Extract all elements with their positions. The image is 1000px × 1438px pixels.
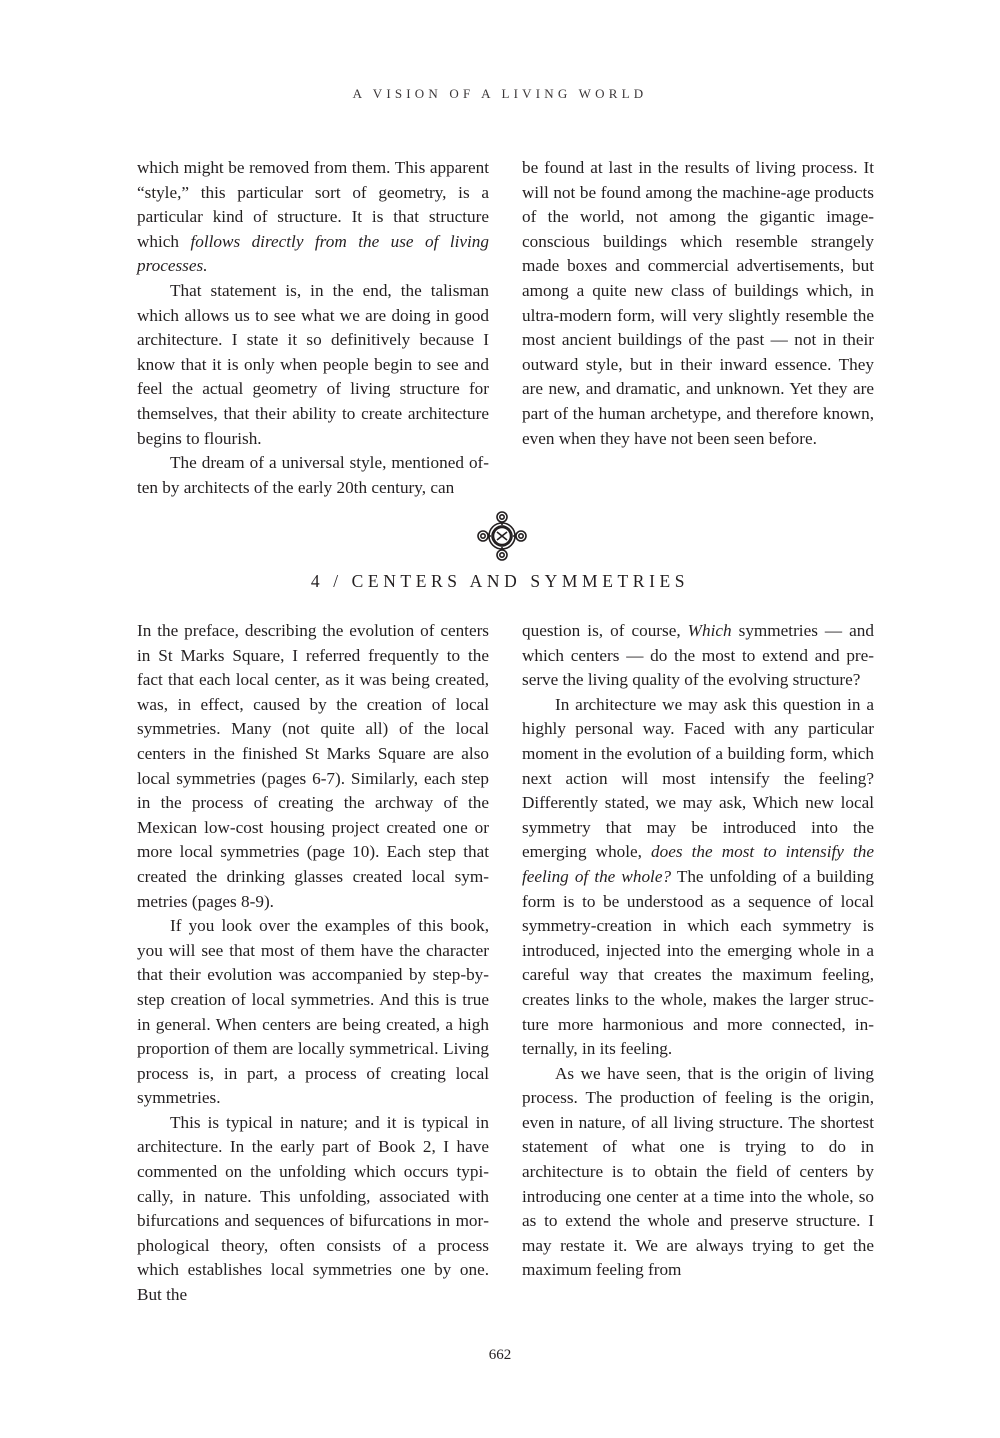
- paragraph: [522, 693, 874, 1062]
- text-run: The unfolding of a building form is to be understood as a sequence of local symmetry-creation in which each symmetry is introduced, injected into the emerging whole in a careful way that creates the maximum feeling, creates links to the whole, makes the larger structure more harmonious and more connected, internally, in its feeling.: [522, 866, 874, 1059]
- celtic-knot-ornament-icon: [475, 508, 529, 564]
- text-run: question is, of course,: [522, 621, 688, 640]
- top-left-column: [137, 156, 489, 500]
- top-right-column: [522, 156, 874, 451]
- paragraph: [137, 451, 489, 500]
- paragraph: [137, 914, 489, 1111]
- paragraph: [137, 1111, 489, 1308]
- text-run: In the preface, describing the evolution of centers in St Marks Square, I referred frequently to the fact that each local center, as it was being created, was, in effect, caused by the creation of local symmetries. Many (not quite all) of the local centers in the finished St Marks Square are also local symmetries (pages 6-7). Similarly, each step in the process of creating the archway of the Mexican low-cost housing project created one or more local symmetries (page 10). Each step that created the drinking glasses created local symmetries (pages 8-9).: [137, 621, 489, 911]
- paragraph: [137, 279, 489, 451]
- text-run: be found at last in the results of living process. It will not be found among the machine-age products of the world, not among the gigantic image-conscious buildings which resemble strangely made boxes and commercial advertisements, but among a quite new class of buildings which, in ultra-modern form, will very slightly resemble the most ancient buildings of the past — not in their outward style, but in their inward essence. They are new, and dramatic, and unknown. Yet they are part of the human archetype, and therefore known, even when they have not been seen before.: [522, 158, 874, 448]
- bottom-right-column: [522, 619, 874, 1283]
- running-head: A VISION OF A LIVING WORLD: [352, 86, 648, 101]
- text-run: That statement is, in the end, the talisman which allows us to see what we are doing in good architecture. I state it so definitively because I know that it is only when people begin to see and feel the actual geometry of living structure for themselves, that their ability to create architecture begins to flourish.: [137, 280, 489, 448]
- paragraph: [522, 619, 874, 693]
- italic-text-run: does the most to intensify the feeling of the whole?: [522, 842, 874, 886]
- text-run: In architecture we may ask this question in a highly personal way. Faced with any particular moment in the evolution of a building form, which next action will most intensify the feeling? Differently stated, we may ask, Which new local symmetry that may be introduced into the emerging whole,: [522, 694, 874, 862]
- text-run: symmetries — and which centers — do the most to extend and preserve the living quality of the evolving structure?: [522, 621, 874, 690]
- text-run: The dream of a universal style, mentioned often by architects of the early 20th century, can: [137, 453, 489, 497]
- text-run: This is typical in nature; and it is typical in architecture. In the early part of Book 2, I have commented on the unfolding which occurs typically, in nature. This unfolding, associated with bifurcations and sequences of bifurcations in morphological theory, often consists of a process which establishes local symmetries one by one. But the: [137, 1112, 489, 1305]
- text-run: which might be removed from them. This apparent “style,” this particular sort of geometry, is a particular kind of structure. It is that structure which: [137, 158, 489, 251]
- paragraph: [522, 1062, 874, 1283]
- paragraph: [137, 156, 489, 279]
- page-number: 662: [488, 1347, 512, 1363]
- paragraph: [522, 156, 874, 451]
- section-heading: 4 / CENTERS AND SYMMETRIES: [310, 571, 690, 591]
- italic-text-run: Which: [687, 621, 732, 640]
- bottom-left-column: [137, 619, 489, 1308]
- text-run: If you look over the examples of this book, you will see that most of them have the character that their evolution was accompanied by step-by-step creation of local symmetries. And this is true in general. When centers are being created, a high proportion of them are locally symmetrical. Living process is, in part, a process of creating local symmetries.: [137, 916, 489, 1108]
- paragraph: [137, 619, 489, 914]
- text-run: As we have seen, that is the origin of living process. The production of feeling is the origin, even in nature, of all living structure. The shortest statement of what one is trying to do in architecture is to obtain the field of centers by introducing one center at a time into the whole, so as to extend the whole and preserve structure. I may restate it. We are always trying to get the maximum feeling from: [522, 1063, 874, 1280]
- italic-text-run: follows directly from the use of living processes.: [137, 231, 489, 276]
